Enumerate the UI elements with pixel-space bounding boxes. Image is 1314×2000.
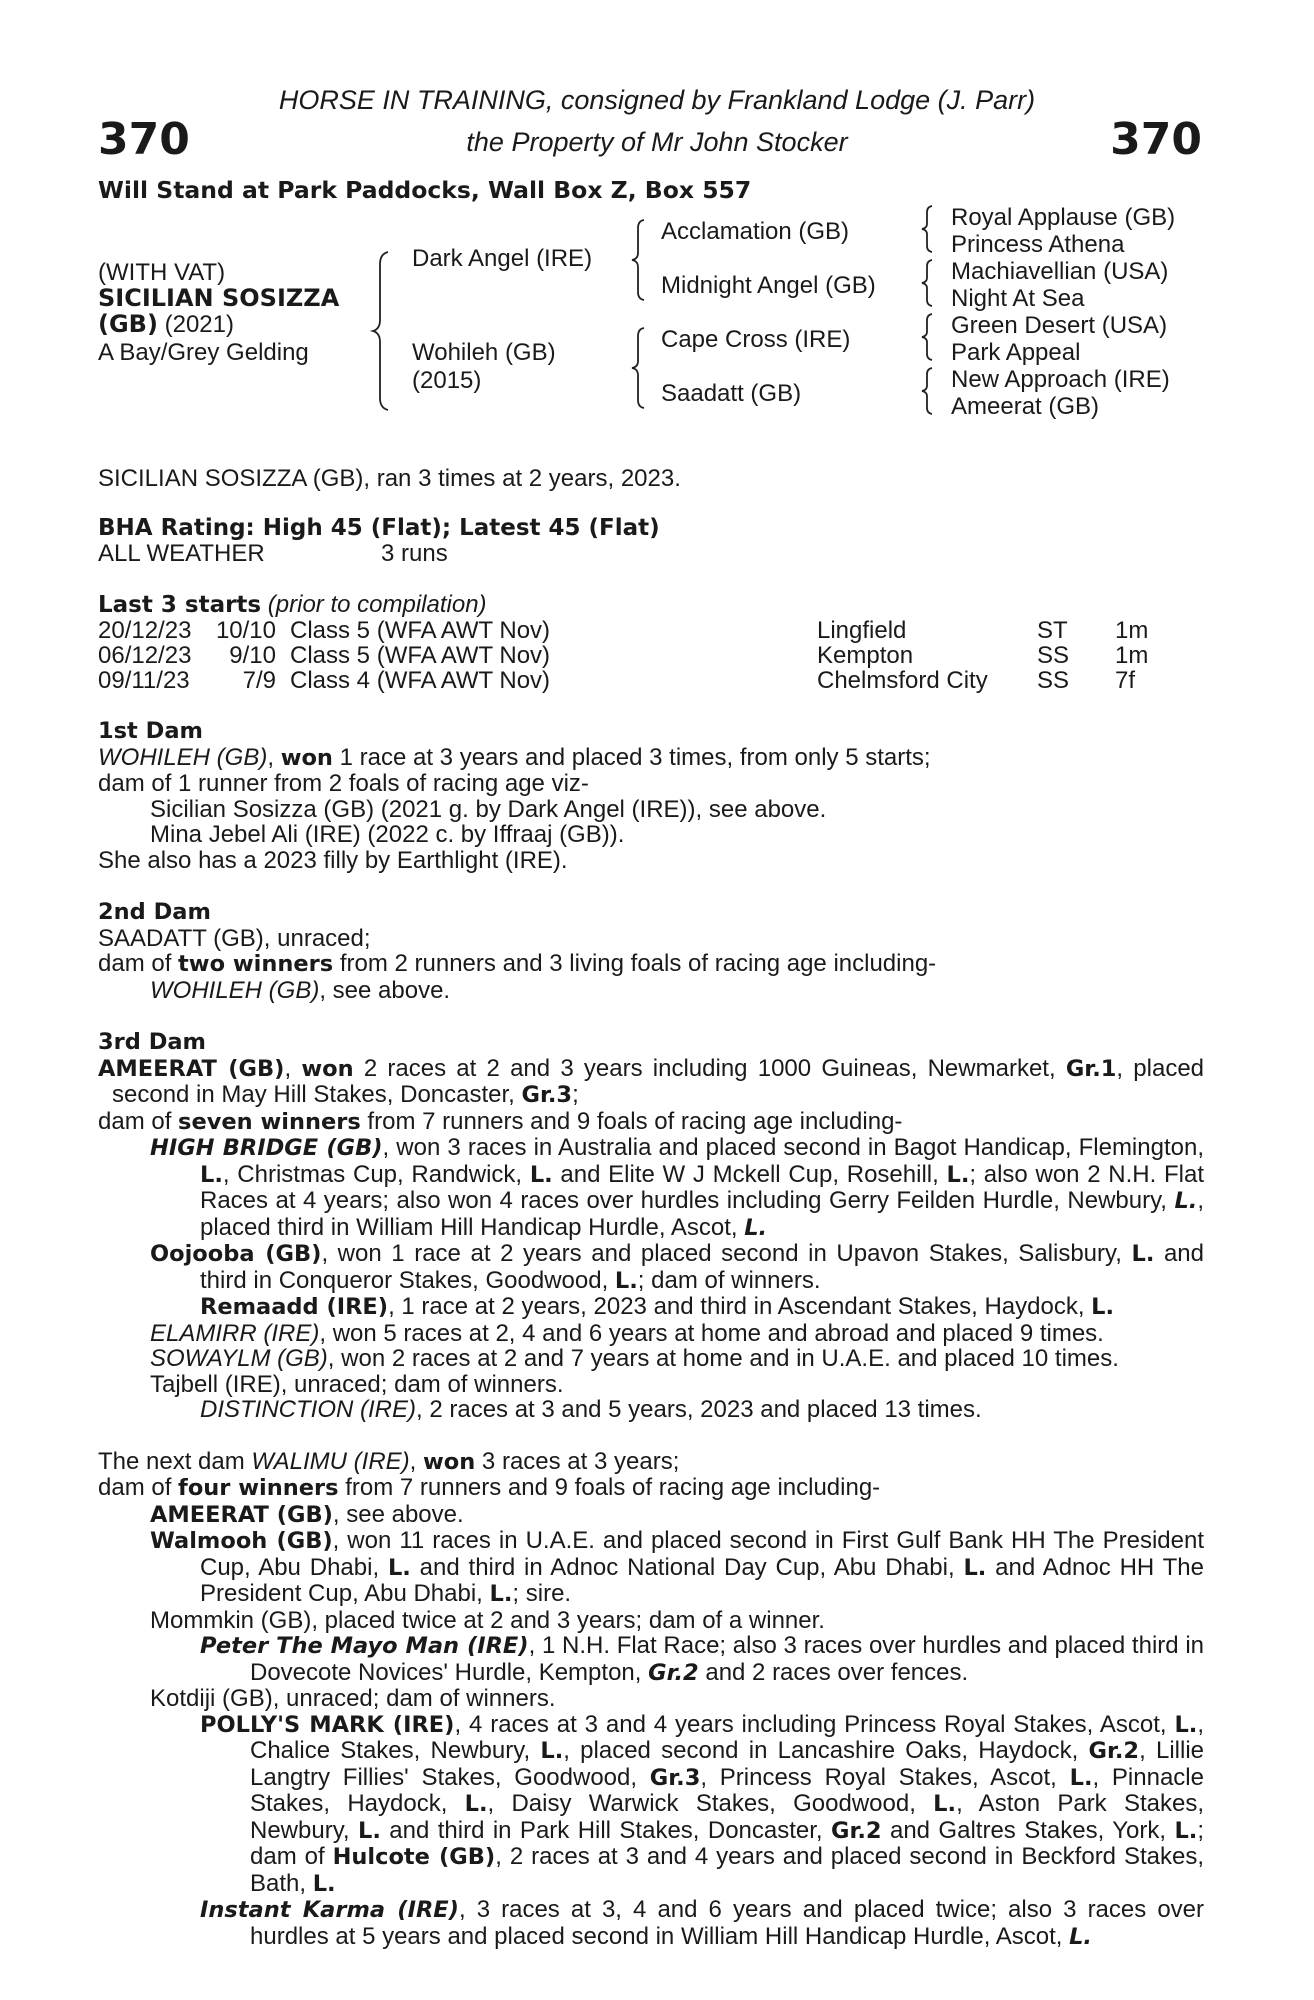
ameerat-entry: AMEERAT (GB), see above. (150, 1500, 464, 1528)
last-starts-title: Last 3 starts (98, 592, 262, 618)
walmooh-entry: Walmooh (GB), won 11 races in U.A.E. and placed second in First Gulf Bank HH The President Cup, Abu Dhabi, L. and third in Adnoc National Day Cup, Abu Dhabi, L. and Adnoc HH The President Cup, Abu Dhabi, L.; sire. (150, 1527, 1205, 1607)
next-dam-line: The next dam WALIMU (IRE), won 3 races at 3 years; (98, 1447, 680, 1475)
start-going: ST (1037, 617, 1068, 644)
gg-2: Princess Athena (951, 231, 1125, 258)
start-position: 7/9 (242, 667, 276, 694)
sire-sire-name: Acclamation (GB) (661, 218, 850, 245)
start-course: Kempton (817, 642, 914, 669)
sire-name: Dark Angel (IRE) (412, 245, 593, 272)
remaadd-entry: Remaadd (IRE), 1 race at 2 years, 2023 and third in Ascendant Stakes, Haydock, L. (200, 1293, 1115, 1320)
gg-7: New Approach (IRE) (951, 366, 1170, 393)
first-dam-note: She also has a 2023 filly by Earthlight (IRE). (98, 846, 568, 874)
third-dam-heading: 3rd Dam (98, 1029, 206, 1055)
consignor-line: HORSE IN TRAINING, consigned by Frankland Lodge (J. Parr) (278, 85, 1036, 115)
first-dam-produce-line: dam of 1 runner from 2 foals of racing age viz- (98, 770, 589, 797)
surface-label: ALL WEATHER (98, 540, 265, 567)
surface-runs: 3 runs (381, 540, 448, 567)
dam-name: Wohileh (GB) (412, 339, 556, 366)
start-course: Lingfield (817, 617, 907, 644)
second-dam-line: SAADATT (GB), unraced; (98, 924, 371, 952)
g-brace-2 (920, 258, 934, 308)
oojooba-entry: Oojooba (GB), won 1 race at 2 years and placed second in Upavon Stakes, Salisbury, L. and third in Conqueror Stakes, Goodwood, L.; dam of winners. (150, 1240, 1204, 1294)
start-distance: 1m (1115, 617, 1149, 644)
first-dam-foal-1: Sicilian Sosizza (GB) (2021 g. by Dark Angel (IRE)), see above. (150, 795, 827, 823)
next-dam-produce-line: dam of four winners from 7 runners and 9 foals of racing age including- (98, 1474, 881, 1501)
start-position: 10/10 (215, 617, 276, 644)
start-distance: 7f (1115, 667, 1136, 694)
dam-sire-name: Cape Cross (IRE) (661, 326, 851, 353)
start-going: SS (1037, 642, 1070, 669)
second-dam-heading: 2nd Dam (98, 899, 211, 925)
vat-note: (WITH VAT) (98, 259, 226, 286)
high-bridge-entry: HIGH BRIDGE (GB), won 3 races in Australia and placed second in Bagot Handicap, Flemington, L., Christmas Cup, Randwick, L. and Elite W J Mckell Cup, Rosehill, L.; also won 2 N.H. Flat Races at 4 years; also won 4 races over hurdles including Gerry Feilden Hurdle, Newbury, L., placed third in William Hill Handicap Hurdle, Ascot, L. (150, 1134, 1204, 1241)
stand-location: Will Stand at Park Paddocks, Wall Box Z, Box 557 (98, 176, 752, 204)
start-date: 20/12/23 (98, 617, 192, 644)
gg-6: Park Appeal (951, 339, 1081, 366)
second-dam-produce-line: dam of two winners from 2 runners and 3 living foals of racing age including- (98, 950, 937, 977)
third-dam-produce-line: dam of seven winners from 7 runners and 9 foals of racing age including- (98, 1107, 903, 1135)
gg-8: Ameerat (GB) (951, 393, 1100, 420)
distinction-entry: DISTINCTION (IRE), 2 races at 3 and 5 years, 2023 and placed 13 times. (200, 1396, 982, 1423)
dam-dam-name: Saadatt (GB) (661, 380, 802, 407)
pollys-mark-entry: POLLY'S MARK (IRE), 4 races at 3 and 4 years including Princess Royal Stakes, Ascot, L., Chalice Stakes, Newbury, L., placed second in Lancashire Oaks, Haydock, Gr.2, Lillie Langtry Fillies' Stakes, Goodwood, Gr.3, Princess Royal Stakes, Ascot, L., Pinnacle Stakes, Haydock, L., Daisy Warwick Stakes, Goodwood, L., Aston Park Stakes, Newbury, L. and third in Park Hill Stakes, Doncaster, Gr.2 and Galtres Stakes, York, L.; dam of Hulcote (GB), 2 races at 3 and 4 years and placed second in Beckford Stakes, Bath, L. (200, 1710, 1205, 1897)
second-dam-foal-1: WOHILEH (GB), see above. (150, 976, 451, 1004)
dam-line-brace (630, 326, 646, 410)
gg-3: Machiavellian (USA) (951, 258, 1169, 285)
start-race: Class 4 (WFA AWT Nov) (290, 667, 551, 694)
last-starts-heading (98, 591, 487, 619)
third-dam-line: AMEERAT (GB), won 2 races at 2 and 3 years including 1000 Guineas, Newmarket, Gr.1, placed second in May Hill Stakes, Doncaster, Gr.3; (98, 1054, 1205, 1108)
gg-5: Green Desert (USA) (951, 312, 1168, 339)
start-course: Chelmsford City (817, 667, 988, 694)
horse-name: SICILIAN SOSIZZA (98, 284, 340, 312)
start-distance: 1m (1115, 642, 1149, 669)
dam-year: (2015) (412, 367, 482, 394)
elamirr-entry: ELAMIRR (IRE), won 5 races at 2, 4 and 6 years at home and abroad and placed 9 times. (150, 1319, 1104, 1347)
owner-line: the Property of Mr John Stocker (466, 127, 848, 157)
g-brace-4 (920, 366, 934, 416)
sire-line-brace (630, 218, 646, 302)
lot-number-left: 370 (98, 114, 190, 165)
start-date: 09/11/23 (98, 667, 190, 694)
main-pedigree-brace (370, 250, 390, 412)
start-race: Class 5 (WFA AWT Nov) (290, 642, 551, 669)
sire-dam-name: Midnight Angel (GB) (661, 272, 876, 299)
g-brace-1 (920, 204, 934, 254)
first-dam-foal-2: Mina Jebel Ali (IRE) (2022 c. by Iffraaj (GB)). (150, 821, 625, 848)
sowaylm-entry: SOWAYLM (GB), won 2 races at 2 and 7 years at home and in U.A.E. and placed 10 times. (150, 1345, 1119, 1372)
start-position: 9/10 (229, 642, 276, 669)
bha-rating: BHA Rating: High 45 (Flat); Latest 45 (Flat) (98, 515, 660, 541)
peter-the-mayo-man-entry: Peter The Mayo Man (IRE), 1 N.H. Flat Race; also 3 races over hurdles and placed third in Dovecote Novices' Hurdle, Kempton, Gr.2 and 2 races over fences. (200, 1632, 1204, 1686)
last-starts-note: (prior to compilation) (267, 591, 487, 618)
horse-origin: (GB) (98, 310, 158, 338)
gg-1: Royal Applause (GB) (951, 204, 1176, 231)
tajbell-entry: Tajbell (IRE), unraced; dam of winners. (150, 1370, 564, 1398)
lot-number-right: 370 (1110, 114, 1202, 165)
horse-year: (2021) (164, 311, 234, 338)
g-brace-3 (920, 312, 934, 362)
instant-karma-entry: Instant Karma (IRE), 3 races at 3, 4 and 6 years and placed twice; also 3 races over hurdles at 5 years and placed second in William Hill Handicap Hurdle, Ascot, L. (200, 1896, 1205, 1950)
start-going: SS (1037, 667, 1070, 694)
pedigree-narrative (98, 718, 1204, 1950)
race-summary: SICILIAN SOSIZZA (GB), ran 3 times at 2 years, 2023. (98, 465, 681, 492)
mommkin-entry: Mommkin (GB), placed twice at 2 and 3 years; dam of a winner. (150, 1606, 825, 1634)
kotdiji-entry: Kotdiji (GB), unraced; dam of winners. (150, 1685, 556, 1712)
horse-description: A Bay/Grey Gelding (98, 339, 309, 366)
first-dam-line: WOHILEH (GB), won 1 race at 3 years and placed 3 times, from only 5 starts; (98, 743, 931, 771)
horse-origin-year (98, 311, 234, 338)
gg-4: Night At Sea (951, 285, 1085, 312)
start-race: Class 5 (WFA AWT Nov) (290, 617, 551, 644)
start-date: 06/12/23 (98, 642, 192, 669)
first-dam-heading: 1st Dam (98, 718, 203, 744)
